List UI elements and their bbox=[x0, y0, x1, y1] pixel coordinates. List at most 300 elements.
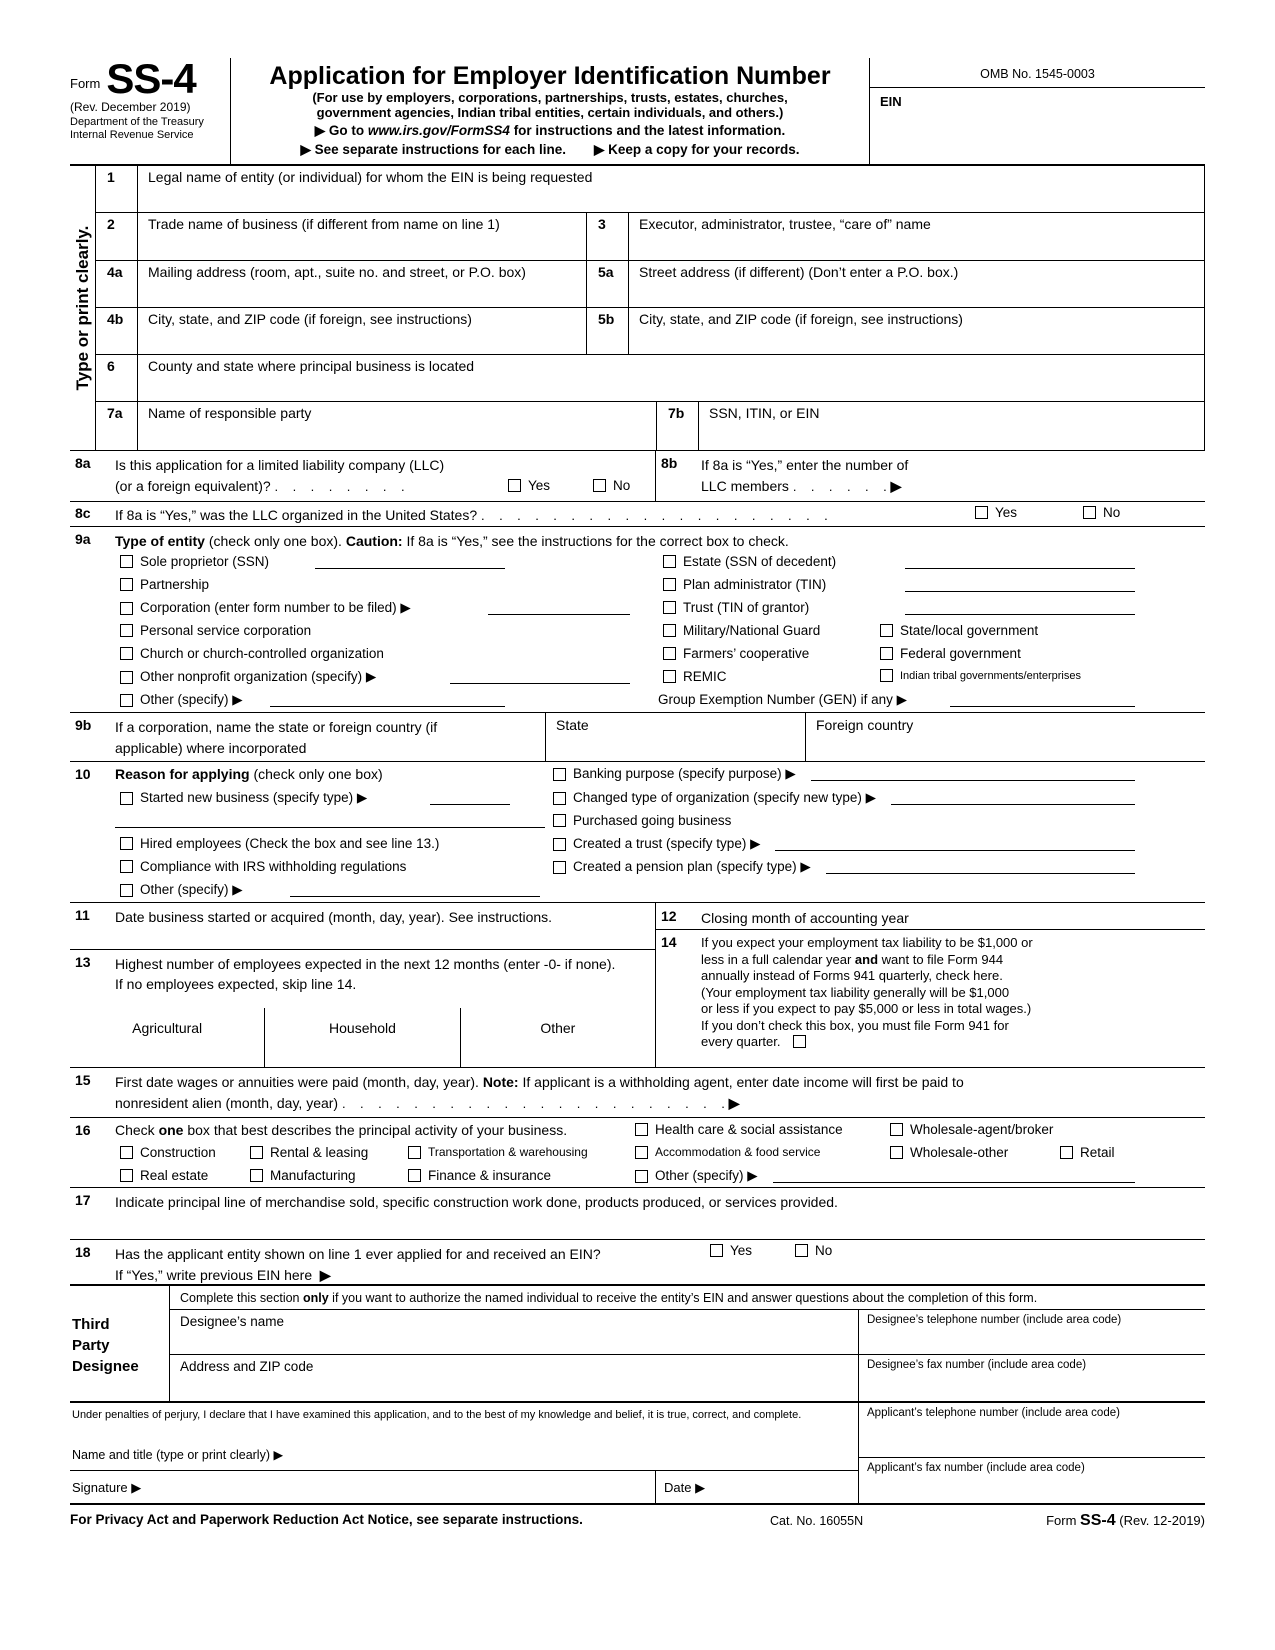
goto-suffix: for instructions and the latest information. bbox=[509, 123, 786, 138]
third-party-title-line2: Party bbox=[72, 1337, 110, 1354]
line13-label: Highest number of employees expected in the next 12 months (enter -0- if none). If no employees expected, skip line 14. bbox=[115, 956, 616, 992]
trade-name-field[interactable] bbox=[138, 213, 586, 260]
line5a-half bbox=[586, 261, 1204, 307]
construction-option bbox=[120, 1145, 216, 1160]
line2-half bbox=[96, 213, 586, 260]
other-entity-label: Other (specify) ▶ bbox=[140, 692, 243, 707]
personal-service-corp-checkbox[interactable] bbox=[120, 624, 133, 637]
line4b-number: 4b bbox=[96, 308, 138, 354]
line8b-text bbox=[656, 451, 1205, 497]
created-pension-option bbox=[553, 859, 1135, 875]
military-national-guard-checkbox[interactable] bbox=[663, 624, 676, 637]
designee-fax-label: Designee’s fax number (include area code) bbox=[867, 1359, 1087, 1371]
declaration-section bbox=[70, 1401, 1205, 1505]
indian-tribal-option bbox=[880, 669, 1081, 682]
ein-yes-label: Yes bbox=[730, 1243, 753, 1258]
department-line1: Department of the Treasury bbox=[70, 116, 204, 128]
line10-text: Reason for applying (check only one box) bbox=[115, 766, 383, 782]
state-field[interactable] bbox=[545, 713, 805, 761]
other-entity-specify-input[interactable] bbox=[270, 706, 505, 707]
perjury-statement: Under penalties of perjury, I declare that I have examined this application, and to the best of my knowledge and belief, it is true, correct, and complete. bbox=[72, 1409, 802, 1421]
line14-text-7: every quarter. bbox=[701, 1034, 1205, 1051]
line9b-text bbox=[70, 713, 545, 759]
form-main-section bbox=[70, 450, 1205, 1284]
health-care-checkbox[interactable] bbox=[635, 1123, 648, 1136]
entity-row-3 bbox=[70, 597, 1205, 620]
line17-label: Indicate principal line of merchandise sold, specific construction work done, products produced, or services provided. bbox=[115, 1194, 838, 1210]
trust-tin-input[interactable] bbox=[905, 614, 1135, 615]
line9b-label-line1: If a corporation, name the state or foreign country (if bbox=[115, 719, 438, 735]
created-trust-option bbox=[553, 836, 1135, 852]
third-party-title-line1: Third bbox=[72, 1316, 110, 1333]
other-nonprofit-checkbox[interactable] bbox=[120, 671, 133, 684]
entity-row-6 bbox=[70, 666, 1205, 689]
type-or-print-label: Type or print clearly. bbox=[73, 225, 92, 391]
other-reason-input[interactable] bbox=[290, 896, 540, 897]
form-subtitle-line2: government agencies, Indian tribal entities, certain individuals, and others.) bbox=[316, 105, 784, 120]
form-number: SS-4 bbox=[106, 55, 196, 102]
line18-label: Has the applicant entity shown on line 1 ever applied for and received an EIN? bbox=[115, 1246, 601, 1262]
partnership-label: Partnership bbox=[140, 577, 210, 592]
llc-us-no-option bbox=[1083, 505, 1120, 520]
footer-form-word: Form bbox=[1046, 1513, 1077, 1528]
started-new-business-input[interactable] bbox=[430, 804, 510, 805]
name-title-field[interactable]: Name and title (type or print clearly) ▶ bbox=[72, 1448, 284, 1462]
ein-yes-checkbox[interactable] bbox=[710, 1244, 723, 1257]
line15-line1: First date wages or annuities were paid (month, day, year). Note: If applicant is a withholding agent, enter date income will first be paid to bbox=[115, 1074, 964, 1090]
line8ab-row bbox=[70, 451, 1205, 502]
date-field[interactable] bbox=[655, 1471, 858, 1503]
designee-fax-field[interactable] bbox=[858, 1355, 1205, 1401]
reason-row-2 bbox=[70, 787, 1205, 810]
corporation-form-number-input[interactable] bbox=[488, 614, 630, 615]
line9a-section bbox=[70, 527, 1205, 713]
compliance-irs-option bbox=[120, 859, 406, 874]
purchased-business-checkbox[interactable] bbox=[553, 814, 566, 827]
farmers-cooperative-label: Farmers’ cooperative bbox=[683, 646, 810, 661]
reason-row-1 bbox=[70, 764, 1205, 787]
plan-administrator-tin-input[interactable] bbox=[905, 591, 1135, 592]
created-pension-checkbox[interactable] bbox=[553, 861, 566, 874]
reason-row-5 bbox=[70, 856, 1205, 879]
wholesale-other-label: Wholesale-other bbox=[910, 1145, 1009, 1160]
arrow-icon: ▶ bbox=[728, 1095, 740, 1111]
military-national-guard-label: Military/National Guard bbox=[683, 623, 821, 638]
federal-government-checkbox[interactable] bbox=[880, 647, 893, 660]
designee-address-row bbox=[170, 1355, 1205, 1401]
manufacturing-checkbox[interactable] bbox=[250, 1169, 263, 1182]
designee-phone-field[interactable] bbox=[858, 1310, 1205, 1354]
plan-administrator-checkbox[interactable] bbox=[663, 578, 676, 591]
wholesale-agent-option bbox=[890, 1122, 1053, 1137]
line11-label: Date business started or acquired (month, day, year). See instructions. bbox=[115, 909, 553, 925]
see-separate-text: ▶ See separate instructions for each line. bbox=[300, 142, 567, 157]
reason-row-4 bbox=[70, 833, 1205, 856]
dot-leader: . . . . . . . . . . . . . . . . . . . . bbox=[481, 508, 828, 523]
form-word: Form bbox=[70, 76, 101, 91]
state-label: State bbox=[556, 717, 589, 733]
date-label: Date ▶ bbox=[664, 1480, 706, 1495]
line5b-number: 5b bbox=[587, 308, 629, 354]
llc-yes-checkbox[interactable] bbox=[508, 479, 521, 492]
date-business-started-field[interactable] bbox=[70, 903, 655, 950]
line12-label: Closing month of accounting year bbox=[701, 910, 909, 926]
form944-checkbox[interactable] bbox=[793, 1035, 806, 1048]
omb-ein-block bbox=[870, 58, 1205, 164]
banking-purpose-label: Banking purpose (specify purpose) ▶ bbox=[573, 766, 796, 781]
remic-option bbox=[663, 669, 727, 684]
dot-leader: . . . . . . . . bbox=[274, 479, 405, 494]
signature-row bbox=[70, 1471, 858, 1503]
other-employees-label: Other bbox=[540, 1020, 576, 1036]
line7b-number: 7b bbox=[657, 402, 699, 450]
rental-leasing-option bbox=[250, 1145, 368, 1160]
real-estate-option bbox=[120, 1168, 208, 1183]
line7b-half bbox=[656, 402, 1204, 450]
rental-leasing-label: Rental & leasing bbox=[270, 1145, 369, 1160]
line2-label: Trade name of business (if different from name on line 1) bbox=[148, 216, 500, 232]
applicant-fax-field[interactable] bbox=[859, 1458, 1205, 1503]
executor-field[interactable] bbox=[629, 213, 1204, 260]
federal-government-option bbox=[880, 646, 1021, 661]
form-id-block bbox=[70, 55, 230, 164]
reason-row-3 bbox=[70, 810, 1205, 833]
line10-section bbox=[70, 762, 1205, 903]
trust-label: Trust (TIN of grantor) bbox=[683, 600, 810, 615]
transportation-checkbox[interactable] bbox=[408, 1146, 421, 1159]
changed-type-checkbox[interactable] bbox=[553, 792, 566, 805]
sole-proprietor-ssn-input[interactable] bbox=[315, 568, 505, 569]
line14-text-4: (Your employment tax liability generally will be $1,000 bbox=[701, 984, 1010, 1000]
construction-checkbox[interactable] bbox=[120, 1146, 133, 1159]
signature-label: Signature ▶ bbox=[72, 1480, 142, 1495]
estate-checkbox[interactable] bbox=[663, 555, 676, 568]
reason-row-6 bbox=[70, 879, 1205, 902]
form-footer-id bbox=[1046, 1512, 1205, 1530]
designee-phone-label: Designee’s telephone number (include area code) bbox=[867, 1314, 1122, 1326]
irs-url: www.irs.gov/FormSS4 bbox=[367, 123, 510, 138]
other-reason-option bbox=[120, 882, 243, 898]
llc-us-no-checkbox[interactable] bbox=[1083, 506, 1096, 519]
compliance-irs-label: Compliance with IRS withholding regulations bbox=[140, 859, 407, 874]
agricultural-field[interactable] bbox=[70, 1008, 264, 1068]
line16-number: 16 bbox=[75, 1122, 91, 1138]
transportation-label: Transportation & warehousing bbox=[428, 1145, 588, 1159]
line4a-number: 4a bbox=[96, 261, 138, 307]
farmers-cooperative-checkbox[interactable] bbox=[663, 647, 676, 660]
footer-form-number: SS-4 bbox=[1080, 1512, 1116, 1529]
partnership-option bbox=[120, 577, 209, 592]
designee-name-field[interactable] bbox=[170, 1310, 858, 1354]
designee-address-field[interactable] bbox=[170, 1355, 858, 1401]
line17-field[interactable] bbox=[70, 1188, 1205, 1240]
line14-text-6: If you don’t check this box, you must file Form 941 for bbox=[701, 1017, 1009, 1033]
line6-label: County and state where principal business is located bbox=[148, 358, 475, 374]
started-new-business-checkbox[interactable] bbox=[120, 792, 133, 805]
line9b-cell bbox=[70, 713, 545, 761]
line8a-number: 8a bbox=[75, 455, 91, 471]
other-activity-input[interactable] bbox=[773, 1169, 1135, 1183]
accommodation-food-checkbox[interactable] bbox=[635, 1146, 648, 1159]
mailing-city-state-zip-field[interactable] bbox=[138, 308, 586, 354]
llc-yes-label: Yes bbox=[528, 478, 551, 493]
llc-yes-option bbox=[508, 478, 550, 493]
line8a-text bbox=[70, 451, 655, 497]
line15-line2: nonresident alien (month, day, year) . . . . . . . . . . . . . . . . . . . . . . ▶ bbox=[115, 1095, 740, 1111]
line8c-number: 8c bbox=[75, 505, 91, 521]
wholesale-other-checkbox[interactable] bbox=[890, 1146, 903, 1159]
wholesale-agent-label: Wholesale-agent/broker bbox=[910, 1122, 1054, 1137]
third-party-intro: Complete this section only if you want to authorize the named individual to receive the entity’s EIN and answer questions about the completion of this form. bbox=[170, 1286, 1205, 1310]
line13-text-row bbox=[70, 950, 655, 1008]
see-keep-line bbox=[231, 142, 869, 158]
other-activity-option bbox=[635, 1168, 1135, 1184]
activity-row-2 bbox=[70, 1142, 1205, 1165]
activity-row-1 bbox=[70, 1119, 1205, 1142]
street-address-field[interactable] bbox=[629, 261, 1204, 307]
accommodation-food-label: Accommodation & food service bbox=[655, 1145, 821, 1159]
banking-purpose-checkbox[interactable] bbox=[553, 768, 566, 781]
arrow-icon: ▶ bbox=[319, 1267, 331, 1283]
banking-purpose-input[interactable] bbox=[811, 767, 1135, 781]
changed-type-input[interactable] bbox=[891, 791, 1135, 805]
ein-label: EIN bbox=[880, 94, 902, 109]
line8a-label-line1: Is this application for a limited liability company (LLC) bbox=[115, 457, 445, 473]
declaration-right bbox=[858, 1403, 1205, 1503]
other-nonprofit-label: Other nonprofit organization (specify) ▶ bbox=[140, 669, 377, 684]
line4a-label: Mailing address (room, apt., suite no. and street, or P.O. box) bbox=[148, 264, 526, 280]
line14-text-5: or less if you expect to pay $5,000 or less in total wages.) bbox=[701, 1001, 1032, 1016]
form-footer bbox=[70, 1505, 1205, 1531]
entity-info-section bbox=[73, 166, 1205, 450]
line8b-label-line2: LLC members . . . . . . ▶ bbox=[701, 478, 902, 494]
line7-row bbox=[96, 402, 1204, 450]
previous-ein-field[interactable]: If “Yes,” write previous EIN here ▶ bbox=[115, 1267, 331, 1283]
other-entity-checkbox[interactable] bbox=[120, 694, 133, 707]
line4b-label: City, state, and ZIP code (if foreign, see instructions) bbox=[148, 311, 472, 327]
line8c-row bbox=[70, 502, 1205, 527]
street-city-state-zip-field[interactable] bbox=[629, 308, 1204, 354]
trust-checkbox[interactable] bbox=[663, 601, 676, 614]
line18-number: 18 bbox=[75, 1244, 91, 1260]
form-subtitle-line1: (For use by employers, corporations, partnerships, trusts, estates, churches, bbox=[312, 90, 788, 105]
real-estate-checkbox[interactable] bbox=[120, 1169, 133, 1182]
gen-label: Group Exemption Number (GEN) if any ▶ bbox=[658, 692, 907, 707]
legal-name-field[interactable] bbox=[138, 166, 1204, 212]
line8c-text: If 8a is “Yes,” was the LLC organized in the United States? . . . . . . . . . . . . . . . . . . . . bbox=[115, 507, 828, 523]
line14-text-1: If you expect your employment tax liability to be $1,000 or bbox=[701, 935, 1033, 950]
state-local-government-label: State/local government bbox=[900, 623, 1039, 638]
partnership-checkbox[interactable] bbox=[120, 578, 133, 591]
line9b-label-line2: applicable) where incorporated bbox=[115, 740, 307, 756]
line1-label: Legal name of entity (or individual) for whom the EIN is being requested bbox=[148, 169, 593, 185]
household-label: Household bbox=[329, 1020, 396, 1036]
created-trust-label: Created a trust (specify type) ▶ bbox=[573, 836, 761, 851]
banking-purpose-option bbox=[553, 766, 1135, 782]
line2-3-row bbox=[96, 213, 1204, 261]
foreign-country-label: Foreign country bbox=[816, 717, 914, 733]
estate-option bbox=[663, 554, 836, 569]
form-revision: (Rev. December 2019) bbox=[70, 100, 191, 114]
hired-employees-checkbox[interactable] bbox=[120, 837, 133, 850]
line3-number: 3 bbox=[587, 213, 629, 260]
signature-field[interactable] bbox=[70, 1471, 655, 1503]
sole-proprietor-checkbox[interactable] bbox=[120, 555, 133, 568]
gen-input[interactable] bbox=[950, 706, 1135, 707]
line4a-half bbox=[96, 261, 586, 307]
arrow-icon: ▶ bbox=[890, 478, 902, 494]
perjury-block bbox=[70, 1403, 858, 1471]
line14-text bbox=[656, 930, 1205, 1051]
ein-field[interactable] bbox=[870, 88, 1205, 164]
line1-number: 1 bbox=[96, 166, 138, 212]
wholesale-agent-checkbox[interactable] bbox=[890, 1123, 903, 1136]
changed-type-option bbox=[553, 790, 1135, 806]
designee-name-row bbox=[170, 1310, 1205, 1355]
other-reason-checkbox[interactable] bbox=[120, 884, 133, 897]
state-local-government-checkbox[interactable] bbox=[880, 624, 893, 637]
line5a-label: Street address (if different) (Don’t enter a P.O. box.) bbox=[639, 264, 959, 280]
created-pension-input[interactable] bbox=[826, 860, 1135, 874]
other-nonprofit-option bbox=[120, 669, 376, 685]
goto-instruction-line bbox=[231, 123, 869, 139]
purchased-business-label: Purchased going business bbox=[573, 813, 732, 828]
goto-prefix: ▶ Go to bbox=[314, 123, 368, 138]
third-party-title-line3: Designee bbox=[72, 1358, 139, 1375]
third-party-designee-section bbox=[70, 1284, 1205, 1401]
county-state-field[interactable] bbox=[138, 355, 1204, 401]
applicant-phone-label: Applicant’s telephone number (include area code) bbox=[867, 1407, 1120, 1419]
catalog-number: Cat. No. 16055N bbox=[770, 1514, 864, 1528]
created-trust-input[interactable] bbox=[775, 837, 1135, 851]
military-national-guard-option bbox=[663, 623, 820, 638]
corporation-option bbox=[120, 600, 411, 616]
line13-number: 13 bbox=[75, 954, 91, 970]
line9b-row bbox=[70, 713, 1205, 762]
line15-text bbox=[70, 1068, 1205, 1114]
line9b-number: 9b bbox=[75, 717, 92, 733]
corporation-checkbox[interactable] bbox=[120, 602, 133, 615]
line7a-number: 7a bbox=[96, 402, 138, 450]
third-party-title bbox=[70, 1286, 170, 1401]
ein-no-checkbox[interactable] bbox=[795, 1244, 808, 1257]
form-title-block bbox=[230, 58, 870, 164]
corporation-label: Corporation (enter form number to be filed) ▶ bbox=[140, 600, 411, 615]
created-trust-checkbox[interactable] bbox=[553, 838, 566, 851]
finance-insurance-checkbox[interactable] bbox=[408, 1169, 421, 1182]
closing-month-field[interactable] bbox=[656, 903, 1205, 930]
form-id-line bbox=[70, 55, 226, 102]
line17-number: 17 bbox=[75, 1192, 91, 1208]
real-estate-label: Real estate bbox=[140, 1168, 209, 1183]
personal-service-corp-option bbox=[120, 623, 311, 638]
church-option bbox=[120, 646, 384, 661]
estate-ssn-input[interactable] bbox=[905, 568, 1135, 569]
llc-us-yes-checkbox[interactable] bbox=[975, 506, 988, 519]
church-label: Church or church-controlled organization bbox=[140, 646, 384, 661]
line5b-label: City, state, and ZIP code (if foreign, see instructions) bbox=[639, 311, 963, 327]
mailing-address-field[interactable] bbox=[138, 261, 586, 307]
entity-row-7 bbox=[70, 689, 1205, 712]
declaration-left bbox=[70, 1403, 858, 1503]
ssn-itin-ein-field[interactable] bbox=[699, 402, 1204, 450]
llc-us-yes-label: Yes bbox=[995, 505, 1018, 520]
sole-proprietor-option bbox=[120, 554, 269, 569]
line1-row bbox=[96, 166, 1204, 213]
line8b-cell[interactable] bbox=[655, 451, 1205, 501]
applicant-phone-field[interactable] bbox=[859, 1403, 1205, 1458]
line16-section bbox=[70, 1118, 1205, 1188]
line15-number: 15 bbox=[75, 1072, 91, 1088]
hired-employees-option bbox=[120, 836, 439, 851]
line16-text: Check one box that best describes the principal activity of your business. bbox=[115, 1122, 568, 1138]
health-care-option bbox=[635, 1122, 843, 1137]
line4b-half bbox=[96, 308, 586, 354]
other-nonprofit-specify-input[interactable] bbox=[450, 683, 630, 684]
line3-half bbox=[586, 213, 1204, 260]
created-pension-label: Created a pension plan (specify type) ▶ bbox=[573, 859, 811, 874]
activity-row-3 bbox=[70, 1165, 1205, 1188]
footer-form-rev: (Rev. 12-2019) bbox=[1119, 1513, 1205, 1528]
form-header bbox=[70, 55, 1205, 166]
indian-tribal-checkbox[interactable] bbox=[880, 669, 893, 682]
line7a-label: Name of responsible party bbox=[148, 405, 312, 421]
other-employees-field[interactable] bbox=[460, 1008, 655, 1068]
entity-row-5 bbox=[70, 643, 1205, 666]
retail-checkbox[interactable] bbox=[1060, 1146, 1073, 1159]
foreign-country-field[interactable] bbox=[805, 713, 1205, 761]
church-checkbox[interactable] bbox=[120, 647, 133, 660]
line5a-number: 5a bbox=[587, 261, 629, 307]
rental-leasing-checkbox[interactable] bbox=[250, 1146, 263, 1159]
gen-line bbox=[658, 692, 907, 708]
line4a-5a-row bbox=[96, 261, 1204, 308]
personal-service-corp-label: Personal service corporation bbox=[140, 623, 312, 638]
llc-no-checkbox[interactable] bbox=[593, 479, 606, 492]
accommodation-food-option bbox=[635, 1145, 820, 1159]
indian-tribal-label: Indian tribal governments/enterprises bbox=[900, 669, 1081, 682]
other-reason-label: Other (specify) ▶ bbox=[140, 882, 243, 897]
line3-label: Executor, administrator, trustee, “care of” name bbox=[639, 216, 931, 232]
llc-no-option bbox=[593, 478, 630, 493]
construction-label: Construction bbox=[140, 1145, 216, 1160]
line6-row bbox=[96, 355, 1204, 402]
llc-us-no-label: No bbox=[1103, 505, 1121, 520]
retail-label: Retail bbox=[1080, 1145, 1115, 1160]
line13-columns bbox=[70, 1008, 655, 1068]
line8a-cell bbox=[70, 451, 655, 501]
ein-no-option bbox=[795, 1243, 832, 1258]
compliance-irs-checkbox[interactable] bbox=[120, 860, 133, 873]
remic-checkbox[interactable] bbox=[663, 670, 676, 683]
ein-no-label: No bbox=[815, 1243, 833, 1258]
line5b-half bbox=[586, 308, 1204, 354]
line18-row bbox=[70, 1240, 1205, 1284]
remic-label: REMIC bbox=[683, 669, 727, 684]
line2-number: 2 bbox=[96, 213, 138, 260]
started-new-business-input-2[interactable] bbox=[115, 827, 545, 828]
responsible-party-field[interactable] bbox=[138, 402, 656, 450]
trust-option bbox=[663, 600, 809, 615]
changed-type-label: Changed type of organization (specify new type) ▶ bbox=[573, 790, 877, 805]
household-field[interactable] bbox=[264, 1008, 459, 1068]
other-activity-checkbox[interactable] bbox=[635, 1170, 648, 1183]
wholesale-other-option bbox=[890, 1145, 1008, 1160]
line7a-half bbox=[96, 402, 656, 450]
farmers-cooperative-option bbox=[663, 646, 809, 661]
line6-number: 6 bbox=[96, 355, 138, 401]
line14-cell bbox=[656, 930, 1205, 1051]
